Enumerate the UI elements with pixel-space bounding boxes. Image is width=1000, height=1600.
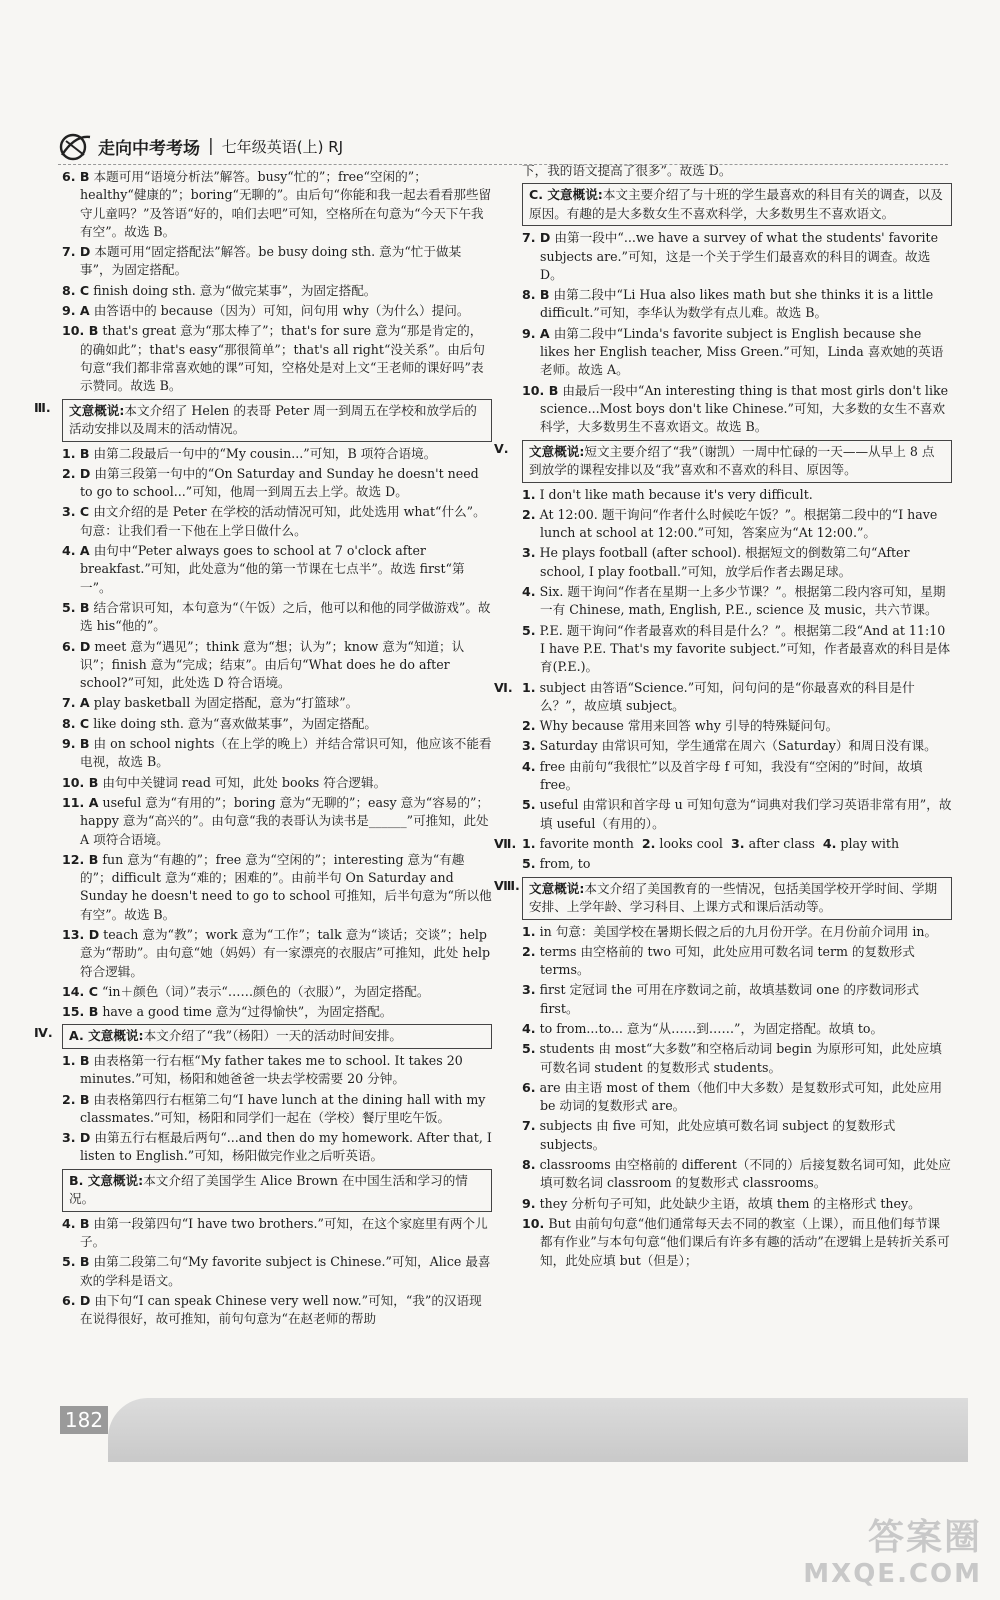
answer-number: 8. C bbox=[62, 715, 90, 731]
answer-item bbox=[62, 926, 492, 981]
answer-item bbox=[62, 1129, 492, 1166]
answer-item bbox=[62, 322, 492, 395]
answer-text: 由最后一段中“An interesting thing is that most girls don't like science...Most boys don't like Chinese.”可知，大多数的女生不喜欢科学，大多数男生不喜欢语文。故选 B。 bbox=[540, 382, 949, 435]
answer-item bbox=[62, 774, 492, 792]
answer-number: 7. D bbox=[522, 230, 551, 246]
answer-item bbox=[62, 1052, 492, 1089]
section-4b-items bbox=[62, 1215, 492, 1329]
answer-text: But 由前句句意“他们通常每天去不同的教室（上课），而且他们每节课都有作业”与本句句意“他们课后有许多有趣的活动”在逻辑上是转折关系可知，此处应填 but（但是）； bbox=[540, 1215, 950, 1268]
answer-number: 4. A bbox=[62, 543, 90, 559]
answer-text: 由句中“Peter always goes to school at 7 o'clock after breakfast.”可知，此处意为“他的第一节课在七点半”。故选 first“第一”。 bbox=[80, 543, 465, 595]
answer-text: At 12:00. 题干询问“作者什么时候吃午饭？”。根据第二段中的“I have lunch at school at 12:00.”可知，答案应为“At 12:00.”。 bbox=[539, 506, 938, 541]
summary-label: 文意概说: bbox=[529, 443, 585, 459]
answer-item bbox=[522, 1117, 952, 1154]
summary-text: 本文介绍了美国学生 Alice Brown 在中国生活和学习的情况。 bbox=[69, 1172, 468, 1207]
answer-number: 4. bbox=[522, 584, 536, 600]
answer-text: useful 由常识和首字母 u 可知句意为“词典对我们学习英语非常有用”，故填 useful（有用的）。 bbox=[539, 797, 952, 831]
book-brand: 走向中考考场 bbox=[98, 138, 200, 159]
answer-text: from, to bbox=[539, 856, 591, 872]
section-3 bbox=[34, 399, 492, 1022]
answer-number: 5. bbox=[522, 622, 536, 638]
section-number: Ⅶ. bbox=[494, 835, 517, 851]
answer-item bbox=[62, 243, 492, 280]
summary-label: C. 文意概说: bbox=[529, 187, 603, 203]
answer-item bbox=[62, 638, 492, 693]
answer-number: 3. bbox=[522, 982, 536, 998]
answer-number: 4. B bbox=[62, 1215, 90, 1231]
answer-text: 由第一段中“...we have a survey of what the students' favorite subjects are.”可知，这是一个关于学生们最喜欢的科目的调查。故选 D。 bbox=[540, 230, 939, 282]
answer-item bbox=[522, 382, 952, 437]
answer-item bbox=[62, 445, 492, 463]
answer-text: subject 由答语“Science.”可知，问句问的是“你最喜欢的科目是什么？”，故应填 subject。 bbox=[539, 679, 915, 713]
answer-text: 由第三段第一句中的“On Saturday and Sunday he doesn't need to go to school...”可知，他周一到周五去上学。故选 D。 bbox=[80, 465, 479, 500]
answer-item bbox=[522, 229, 952, 284]
answer-number: 8. B bbox=[522, 287, 550, 303]
section-7-line-1 bbox=[522, 835, 952, 853]
answer-number: 3. bbox=[522, 545, 536, 561]
summary-label: A. 文意概说: bbox=[69, 1028, 144, 1044]
answer-item bbox=[522, 544, 952, 581]
answer-text: after class bbox=[748, 835, 815, 851]
answer-item bbox=[522, 943, 952, 980]
footer-band bbox=[108, 1398, 968, 1462]
answer-number: 10. B bbox=[62, 323, 99, 339]
answer-text: meet 意为“遇见”；think 意为“想；认为”；know 意为“知道；认识”；finish 意为“完成；结束”。由后句“What does he do after school?”可知，此处选 D 符合语境。 bbox=[80, 638, 465, 691]
answer-text: free 由前句“我很忙”以及首字母 f 可知，我没有“空闲的”时间，故填 free。 bbox=[539, 758, 923, 793]
answer-item bbox=[62, 983, 492, 1001]
answer-text: 由第五行右框最后两句“...and then do my homework. After that, I listen to English.”可知，杨阳做完作业之后听英语。 bbox=[80, 1130, 492, 1164]
answer-text: that's great 意为“那太棒了”；that's for sure 意为“那是肯定的，的确如此”；that's easy“那很简单”；that's all right“没关系”。由后句句意“我们都非常喜欢她的课”可知，空格处是对上文“王老师的课好吗”表示赞同。故选 B。 bbox=[80, 323, 486, 394]
answer-number: 4. bbox=[822, 835, 837, 851]
answer-number: 2. D bbox=[62, 465, 91, 481]
answer-item bbox=[522, 325, 952, 380]
answer-number: 9. B bbox=[62, 736, 90, 752]
answer-number: 12. B bbox=[62, 851, 99, 867]
answer-text: have a good time 意为“过得愉快”，为固定搭配。 bbox=[102, 1004, 393, 1020]
summary-text: 本文介绍了美国教育的一些情况，包括美国学校开学时间、学期安排、上学年龄、学习科目、上课方式和课后活动等。 bbox=[529, 880, 938, 914]
answer-number: 4. bbox=[522, 1020, 536, 1036]
answer-number: 14. C bbox=[62, 983, 98, 999]
answer-number: 4. bbox=[522, 758, 536, 774]
answer-item bbox=[522, 923, 952, 941]
answer-item bbox=[522, 717, 952, 735]
answer-text: P.E. 题干询问“作者最喜欢的科目是什么？”。根据第二段“And at 11:10 I have P.E. That's my favorite subject.”可知，作者最喜欢的科目是体育(P.E.)。 bbox=[539, 622, 951, 675]
answer-item bbox=[62, 599, 492, 636]
section-7-line-2 bbox=[522, 855, 952, 873]
answer-text: they 分析句子可知，此处缺少主语，故填 them 的主格形式 they。 bbox=[539, 1195, 921, 1211]
answer-text: 由第一段第四句“I have two brothers.”可知，在这个家庭里有两个儿子。 bbox=[80, 1215, 488, 1250]
section-3-items bbox=[62, 445, 492, 1022]
answer-text: like doing sth. 意为“喜欢做某事”，为固定搭配。 bbox=[93, 715, 378, 731]
answer-text: play basketball 为固定搭配，意为“打篮球”。 bbox=[93, 695, 359, 711]
section-6 bbox=[494, 679, 952, 833]
answer-item bbox=[522, 981, 952, 1018]
answer-item bbox=[522, 1215, 952, 1270]
answer-text: Saturday 由常识可知，学生通常在周六（Saturday）和周日没有课。 bbox=[539, 738, 937, 754]
answer-number: 8. bbox=[522, 1157, 536, 1173]
page-number: 182 bbox=[60, 1406, 108, 1434]
answer-number: 5. bbox=[522, 1041, 536, 1057]
answer-text: fun 意为“有趣的”；free 意为“空闲的”；interesting 意为“有趣的”；difficult 意为“难的；困难的”。由前半句 On Saturday and Sunday he doesn't need to go to school 可推知，后半句意为“所以他有空”。故选 B。 bbox=[80, 851, 492, 922]
watermark-top: 答案圈 bbox=[867, 1517, 982, 1558]
left-items bbox=[62, 168, 492, 396]
answer-text: Why because 常用来回答 why 引导的特殊疑问句。 bbox=[539, 718, 839, 734]
answer-item bbox=[522, 758, 952, 795]
answer-number: 6. D bbox=[62, 638, 91, 654]
answer-number: 10. bbox=[522, 1215, 545, 1231]
answer-text: 由表格第四行右框第二句“I have lunch at the dining hall with my classmates.”可知，杨阳和同学们一起在（学校）餐厅里吃午饭。 bbox=[80, 1091, 486, 1125]
answer-number: 3. bbox=[522, 738, 536, 754]
answer-item bbox=[522, 506, 952, 543]
site-watermark bbox=[803, 1517, 982, 1592]
answer-number: 7. A bbox=[62, 695, 90, 711]
answer-item bbox=[522, 1079, 952, 1116]
summary-box bbox=[522, 440, 952, 483]
answer-text: “in＋颜色（词）”表示“……颜色的（衣服）”，为固定搭配。 bbox=[101, 983, 430, 999]
answer-number: 2. bbox=[522, 506, 536, 522]
section-7 bbox=[494, 835, 952, 874]
answer-text: to from...to... 意为“从……到……”，为固定搭配。故填 to。 bbox=[539, 1020, 884, 1036]
answer-text: He plays football (after school). 根据短文的倒数第二句“After school, I play football.”可知，放学后作者去踢足球。 bbox=[539, 545, 910, 579]
answer-number: 7. bbox=[522, 1118, 536, 1134]
answer-text: teach 意为“教”；work 意为“工作”；talk 意为“谈话；交谈”；help 意为“帮助”。由句意“她（妈妈）有一家漂亮的衣服店”可推知，此处 help 符合逻辑。 bbox=[80, 926, 491, 979]
answer-item bbox=[522, 1040, 952, 1077]
answer-number: 10. B bbox=[62, 774, 99, 790]
answer-text: 由 on school nights（在上学的晚上）并结合常识可知，他应该不能看电视，故选 B。 bbox=[80, 736, 492, 770]
answer-number: 5. B bbox=[62, 599, 90, 615]
answer-number: 1. bbox=[522, 923, 536, 939]
book-subtitle: 七年级英语(上) RJ bbox=[221, 137, 344, 156]
answer-item bbox=[62, 1003, 492, 1021]
answer-number: 9. A bbox=[62, 303, 90, 319]
page-footer bbox=[0, 1398, 1000, 1470]
answer-number: 1. B bbox=[62, 445, 90, 461]
answer-number: 9. A bbox=[522, 325, 550, 341]
answer-number: 15. B bbox=[62, 1004, 99, 1020]
left-column bbox=[34, 168, 492, 1331]
answer-item bbox=[522, 1156, 952, 1193]
answer-number: 8. C bbox=[62, 282, 90, 298]
answer-text: 由第二段中“Li Hua also likes math but she thinks it is a little difficult.”可知，李华认为数学有点儿难。故选 B。 bbox=[540, 287, 934, 321]
answer-item bbox=[62, 302, 492, 320]
answer-number: 3. bbox=[730, 835, 745, 851]
answer-number: 2. bbox=[522, 718, 536, 734]
answer-number: 6. B bbox=[62, 169, 90, 184]
summary-text: 本文介绍了 Helen 的表哥 Peter 周一到周五在学校和放学后的活动安排以及周末的活动情况。 bbox=[69, 402, 477, 437]
answer-text: looks cool bbox=[659, 835, 723, 851]
answer-text: 由答语中的 because（因为）可知，问句用 why（为什么）提问。 bbox=[93, 303, 470, 319]
summary-label: 文意概说: bbox=[69, 402, 125, 418]
answer-item bbox=[522, 796, 952, 833]
header-separator: | bbox=[208, 136, 214, 156]
answer-text: I don't like math because it's very difficult. bbox=[539, 486, 813, 502]
section-number: Ⅲ. bbox=[34, 399, 51, 415]
answer-text: 本题可用“固定搭配法”解答。be busy doing sth. 意为“忙于做某事”，为固定搭配。 bbox=[80, 244, 462, 278]
answer-item bbox=[62, 503, 492, 540]
answer-text: first 定冠词 the 可用在序数词之前，故填基数词 one 的序数词形式 first。 bbox=[539, 982, 919, 1016]
answer-item bbox=[62, 1215, 492, 1252]
section-4c-items bbox=[522, 229, 952, 436]
answer-text: 由第二段第二句“My favorite subject is Chinese.”可知，Alice 最喜欢的学科是语文。 bbox=[80, 1254, 491, 1288]
answer-text: classrooms 由空格前的 different（不同的）后接复数名词可知，此处应填可数名词 classroom 的复数形式 classrooms。 bbox=[539, 1157, 951, 1191]
answer-text: favorite month bbox=[539, 835, 634, 851]
answer-number: 1. B bbox=[62, 1052, 90, 1068]
answer-item bbox=[62, 1091, 492, 1128]
section-number: Ⅴ. bbox=[494, 440, 509, 456]
answer-text: 由句中关键词 read 可知，此处 books 符合逻辑。 bbox=[102, 774, 387, 790]
answer-item bbox=[62, 735, 492, 772]
answer-number: 5. B bbox=[62, 1254, 90, 1270]
answer-text: in 句意：美国学校在暑期长假之后的九月份开学。在月份前介词用 in。 bbox=[539, 923, 938, 939]
summary-label: B. 文意概说: bbox=[69, 1172, 144, 1188]
section-5-items bbox=[522, 486, 952, 677]
answer-item bbox=[62, 542, 492, 597]
answer-number: 2. bbox=[522, 943, 536, 959]
answer-item bbox=[62, 694, 492, 712]
answer-text: students 由 most“大多数”和空格后动词 begin 为原形可知，此处应填可数名词 student 的复数形式 students。 bbox=[539, 1041, 942, 1075]
page-header bbox=[58, 128, 948, 165]
answer-number: 3. D bbox=[62, 1130, 91, 1146]
watermark-bottom: MXQE.COM bbox=[803, 1559, 982, 1589]
answer-item bbox=[62, 851, 492, 924]
summary-text: 本文介绍了“我”（杨阳）一天的活动时间安排。 bbox=[143, 1028, 403, 1044]
summary-box-b bbox=[62, 1169, 492, 1212]
answer-text: play with bbox=[840, 835, 900, 851]
answer-text: 结合常识可知，本句意为“（午饭）之后，他可以和他的同学做游戏”。故选 his“他的”。 bbox=[80, 599, 491, 634]
answer-item bbox=[62, 715, 492, 733]
answer-item bbox=[62, 282, 492, 300]
answer-number: 6. D bbox=[62, 1292, 91, 1308]
right-column bbox=[494, 162, 952, 1272]
summary-box bbox=[62, 399, 492, 442]
section-4a-items bbox=[62, 1052, 492, 1166]
summary-text: 本文主要介绍了与十班的学生最喜欢的科目有关的调查，以及原因。有趣的是大多数女生不喜欢科学，大多数男生不喜欢语文。 bbox=[529, 187, 943, 221]
section-number: Ⅷ. bbox=[494, 877, 520, 893]
section-number: Ⅵ. bbox=[494, 679, 513, 695]
answer-number: 1. bbox=[522, 679, 536, 695]
answer-number: 10. B bbox=[522, 382, 559, 398]
section-number: Ⅳ. bbox=[34, 1025, 53, 1041]
answer-item bbox=[522, 286, 952, 323]
answer-text: 由下句“I can speak Chinese very well now.”可知，“我”的汉语现在说得很好，故可推知，前句句意为“在赵老师的帮助 bbox=[80, 1292, 482, 1327]
answer-item bbox=[62, 1253, 492, 1290]
answer-item bbox=[62, 794, 492, 849]
answer-text: finish doing sth. 意为“做完某事”，为固定搭配。 bbox=[93, 282, 377, 298]
answer-number: 5. bbox=[522, 797, 536, 813]
section-8 bbox=[494, 877, 952, 1270]
answer-item bbox=[62, 1292, 492, 1329]
answer-number: 6. bbox=[522, 1079, 536, 1095]
answer-item bbox=[522, 679, 952, 716]
answer-number: 5. bbox=[522, 856, 536, 872]
answer-number: 13. D bbox=[62, 926, 100, 942]
answer-number: 1. bbox=[522, 835, 536, 851]
answer-item bbox=[62, 465, 492, 502]
answer-item bbox=[522, 737, 952, 755]
answer-text: Six. 题干询问“作者在星期一上多少节课？”。根据第二段内容可知，星期一有 Chinese, math, English, P.E., science 及 music，共六节课。 bbox=[539, 584, 946, 618]
answer-text: subjects 由 five 可知，此处应填可数名词 subject 的复数形式 subjects。 bbox=[539, 1118, 896, 1152]
summary-text: 短文主要介绍了“我”（谢凯）一周中忙碌的一天——从早上 8 点到放学的课程安排以及“我”喜欢和不喜欢的科目、原因等。 bbox=[529, 443, 935, 478]
answer-text: useful 意为“有用的”；boring 意为“无聊的”；easy 意为“容易的”；happy 意为“高兴的”。由句意“我的表哥认为读书是______”可推知，此处 A 项符合语境。 bbox=[80, 794, 490, 847]
answer-item bbox=[522, 583, 952, 620]
summary-label: 文意概说: bbox=[529, 880, 585, 896]
answer-text: are 由主语 most of them（他们中大多数）是复数形式可知，此处应用 be 动词的复数形式 are。 bbox=[539, 1079, 943, 1114]
answer-text: 由第二段最后一句中的“My cousin...”可知，B 项符合语境。 bbox=[93, 445, 437, 461]
answer-item bbox=[522, 622, 952, 677]
summary-box-c bbox=[522, 183, 952, 226]
answer-number: 3. C bbox=[62, 504, 90, 520]
answer-text: 由文介绍的是 Peter 在学校的活动情况可知，此处选用 what“什么”。句意：让我们看一下他在上学日做什么。 bbox=[80, 504, 486, 538]
section-4 bbox=[34, 1024, 492, 1328]
answer-text: 由第二段中“Linda's favorite subject is English because she likes her English teacher, Miss Green.”可知，Linda 喜欢她的英语老师。故选 A。 bbox=[540, 325, 944, 378]
section-6-items bbox=[522, 679, 952, 833]
answer-number: 7. D bbox=[62, 244, 91, 260]
answer-number: 2. B bbox=[62, 1091, 90, 1107]
answer-number: 9. bbox=[522, 1195, 536, 1211]
continued-text: 下，我的语文提高了很多”。故选 D。 bbox=[522, 163, 732, 178]
section-8-items bbox=[522, 923, 952, 1270]
section-5 bbox=[494, 440, 952, 677]
summary-box-a bbox=[62, 1024, 492, 1049]
answer-text: terms 由空格前的 two 可知，此处应用可数名词 term 的复数形式 terms。 bbox=[539, 943, 915, 978]
answer-item bbox=[522, 1195, 952, 1213]
answer-item bbox=[62, 168, 492, 241]
answer-number: 11. A bbox=[62, 794, 99, 810]
answer-text: 由表格第一行右框“My father takes me to school. It takes 20 minutes.”可知，杨阳和她爸爸一块去学校需要 20 分钟。 bbox=[80, 1052, 463, 1087]
answer-text: 本题可用“语境分析法”解答。busy“忙的”；free“空闲的”；healthy“健康的”；boring“无聊的”。由后句“你能和我一起去看看那些留守儿童吗？”及答语“好的，咱们去吧”可知，空格所在句意为“今天下午我有空”。故选 B。 bbox=[80, 169, 492, 239]
answer-item bbox=[522, 486, 952, 504]
summary-box bbox=[522, 877, 952, 920]
answer-number: 1. bbox=[522, 486, 536, 502]
book-logo-icon bbox=[58, 131, 92, 161]
answer-number: 2. bbox=[641, 835, 656, 851]
answer-item bbox=[522, 1020, 952, 1038]
